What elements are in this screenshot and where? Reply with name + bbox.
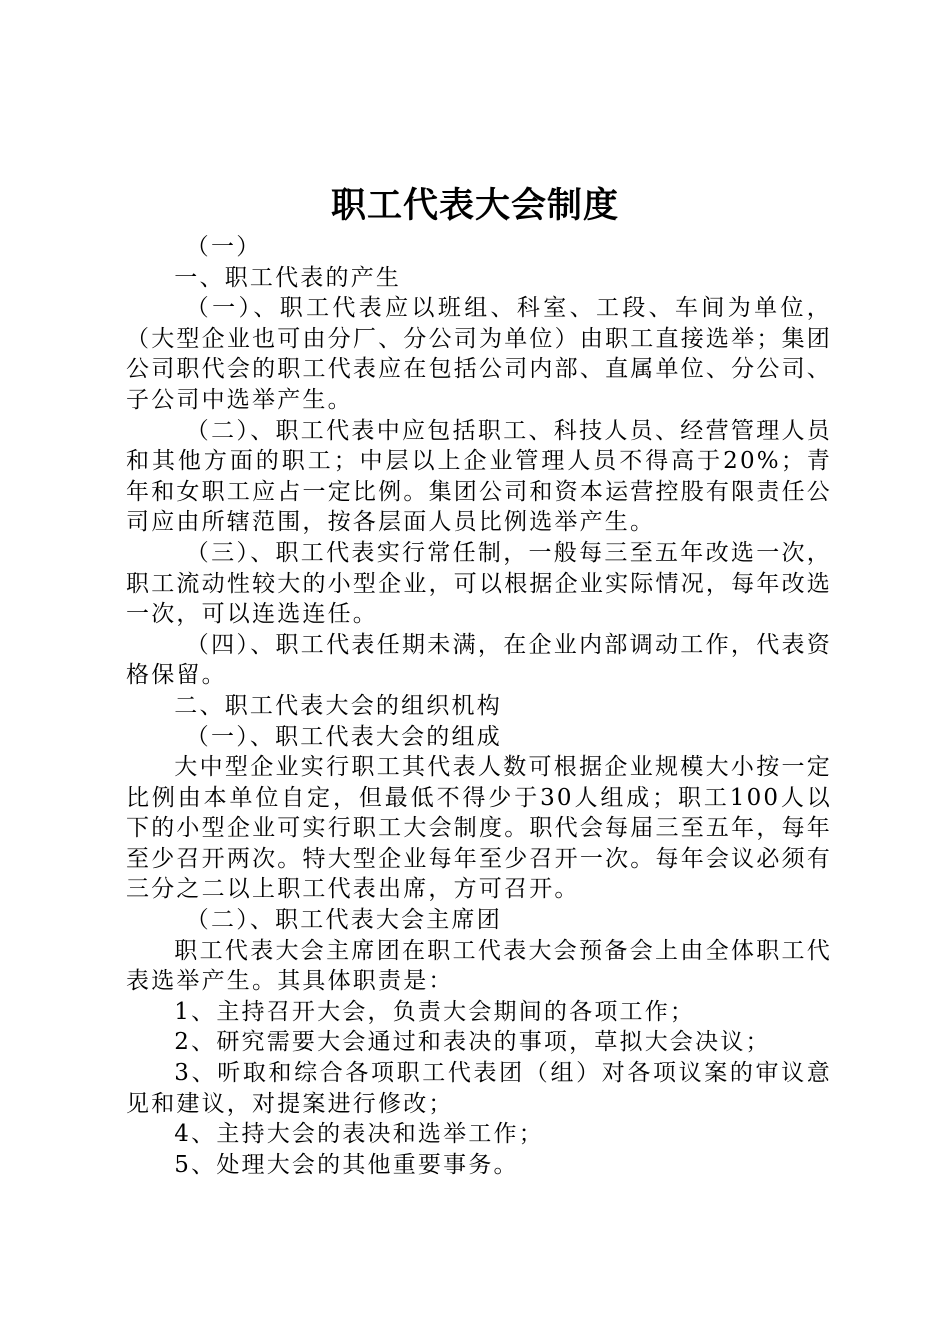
paragraph-representative-composition: （二）、职工代表中应包括职工、科技人员、经营管理人员和其他方面的职工；中层以上企业管理人员不得高于20%；青年和女职工应占一定比例。集团公司和资本运营控股有限责任公司应由所辖范围，按各层面人员比例选举产生。	[126, 417, 832, 536]
section-heading-1: 一、职工代表的产生	[174, 264, 402, 291]
paragraph-transfer-qualification: （四）、职工代表任期未满，在企业内部调动工作，代表资格保留。	[126, 631, 832, 689]
section-heading-2: 二、职工代表大会的组织机构	[174, 692, 502, 719]
section-marker: （一）	[185, 234, 262, 260]
duty-item: 1、主持召开大会，负责大会期间的各项工作；	[174, 998, 696, 1025]
paragraph-standing-term: （三）、职工代表实行常任制，一般每三至五年改选一次，职工流动性较大的小型企业，可以根据企业实际情况，每年改选一次，可以连选连任。	[126, 539, 832, 628]
paragraph-congress-composition: 大中型企业实行职工其代表人数可根据企业规模大小按一定比例由本单位自定，但最低不得少于30人组成；职工100人以下的小型企业可实行职工大会制度。职代会每届三至五年，每年至少召开两次。特大型企业每年至少召开一次。每年会议必须有三分之二以上职工代表出席，方可召开。	[126, 754, 832, 903]
subheading-presidium: （二）、职工代表大会主席团	[185, 907, 502, 934]
document-title: 职工代表大会制度	[330, 186, 619, 226]
document-body	[126, 232, 832, 1180]
duty-item: 2、研究需要大会通过和表决的事项，草拟大会决议；	[174, 1029, 771, 1056]
paragraph-election-unit: （一）、职工代表应以班组、科室、工段、车间为单位，（大型企业也可由分厂、分公司为单位）由职工直接选举；集团公司职代会的职工代表应在包括公司内部、直属单位、分公司、子公司中选举产生。	[126, 295, 832, 413]
duty-item: 3、听取和综合各项职工代表团（组）对各项议案的审议意见和建议，对提案进行修改；	[126, 1060, 832, 1117]
duty-item: 4、主持大会的表决和选举工作；	[174, 1121, 544, 1148]
paragraph-presidium: 职工代表大会主席团在职工代表大会预备会上由全体职工代表选举产生。其具体职责是：	[126, 937, 832, 995]
subheading-congress-composition: （一）、职工代表大会的组成	[185, 723, 502, 750]
duty-item: 5、处理大会的其他重要事务。	[174, 1151, 519, 1178]
